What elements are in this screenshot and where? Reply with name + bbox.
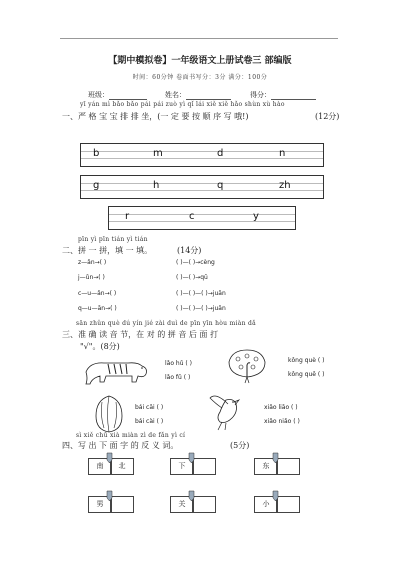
score-field [250, 90, 316, 100]
score-label: 得分： [250, 91, 271, 99]
q3-tail: "√"。(8分) [80, 342, 120, 351]
word-box: 男 [88, 496, 112, 513]
letter: m [153, 148, 163, 159]
q3-option[interactable]: lǎo hǔ ( ) [165, 360, 193, 367]
q2-row-right: ( )—( )→cèng [176, 259, 215, 266]
class-label: 班级： [88, 91, 109, 99]
q3-option[interactable]: lǎo fǔ ( ) [165, 374, 191, 381]
name-label: 姓名： [165, 91, 186, 99]
letter: g [93, 180, 100, 191]
q1-pinyin: yī yán mì bǎo bǎo pái pái zuò yì qǐ lái xiě xiě hǎo shùn xù hào [80, 101, 285, 108]
four-line-grid-1[interactable] [80, 143, 324, 167]
q1-points: (12分) [315, 112, 340, 121]
page-title: 【期中模拟卷】一年级语文上册试卷三 部编版 [108, 56, 292, 66]
answer-box[interactable] [276, 496, 300, 513]
four-line-grid-3[interactable] [108, 206, 296, 230]
q2-row-left: c—u—ǎn→( ) [78, 290, 117, 297]
letter: h [153, 180, 160, 191]
letter: q [217, 180, 224, 191]
answer-box[interactable] [192, 458, 216, 475]
bird-icon [208, 390, 244, 432]
class-blank[interactable] [109, 91, 147, 100]
q1-text: 一、严 格 宝 宝 排 排 坐，(一 定 要 按 顺 序 写 哦!) [62, 112, 249, 121]
q3-option[interactable]: kǒng quē ( ) [288, 371, 325, 378]
q3-text: 三、准 确 读 音 节，在 对 的 拼 音 后 面 打 [62, 330, 218, 339]
answer-box[interactable] [192, 496, 216, 513]
letter: c [189, 211, 195, 222]
q3-option[interactable]: bái cài ( ) [135, 418, 164, 425]
pen-icon [188, 452, 195, 464]
q2-points: (14分) [177, 246, 202, 255]
word-box: 关 [170, 496, 194, 513]
answer-box[interactable]: 北 [110, 458, 134, 475]
q4-text: 四、写 出 下 面 字 的 反 义 词。 [62, 441, 179, 450]
q2-row-left: q—u—ān→( ) [78, 305, 117, 312]
name-blank[interactable] [186, 91, 231, 100]
letter: zh [279, 180, 291, 191]
pen-icon [272, 452, 279, 464]
word-box: 东 [254, 458, 278, 475]
answer-box[interactable] [110, 496, 134, 513]
cabbage-icon [92, 394, 126, 434]
q2-row-right: ( )—( )→qū [176, 274, 208, 281]
q3-option[interactable]: kǒng què ( ) [288, 357, 325, 364]
q2-row-right: ( )—( )—( )→juān [176, 305, 226, 312]
word-box: 南 [88, 458, 112, 475]
pen-icon [188, 490, 195, 502]
letter: y [253, 211, 259, 222]
q2-row-right: ( )—( )—( )→juān [176, 290, 226, 297]
pen-icon [106, 490, 113, 502]
q4-pinyin: sì xiě chū xià miàn zì de fǎn yì cí [76, 432, 186, 439]
answer-box[interactable] [276, 458, 300, 475]
pen-icon [272, 490, 279, 502]
q3-pinyin: sān zhǔn què dú yín jié zài duì de pīn yīn hòu miàn dǎ [76, 320, 257, 327]
q2-row-left: j—ǔn→( ) [78, 274, 105, 281]
name-field [165, 90, 231, 100]
word-box: 下 [170, 458, 194, 475]
four-line-grid-2[interactable] [80, 175, 324, 199]
exam-meta: 时间：60分钟 卷面书写分：3分 满分：100分 [132, 74, 268, 81]
top-rule [60, 38, 338, 39]
q3-option[interactable]: bái cāi ( ) [135, 404, 164, 411]
q4-points: (5分) [230, 441, 250, 450]
word-box: 小 [254, 496, 278, 513]
letter: r [125, 211, 130, 222]
tiger-icon [80, 354, 152, 386]
peacock-icon [226, 347, 268, 385]
q3-option[interactable]: xiǎo liāo ( ) [264, 404, 298, 411]
q3-option[interactable]: xiǎo niǎo ( ) [264, 418, 300, 425]
letter: n [279, 148, 286, 159]
letter: d [217, 148, 224, 159]
q2-text: 二、拼 一 拼，填 一 填。 [62, 246, 153, 255]
pen-icon [106, 452, 113, 464]
q2-row-left: z—ǎn→( ) [78, 259, 107, 266]
q2-pinyin: pīn yì pīn tián yì tián [78, 236, 148, 243]
letter: b [93, 148, 100, 159]
score-blank[interactable] [271, 91, 316, 100]
class-field [88, 90, 147, 100]
